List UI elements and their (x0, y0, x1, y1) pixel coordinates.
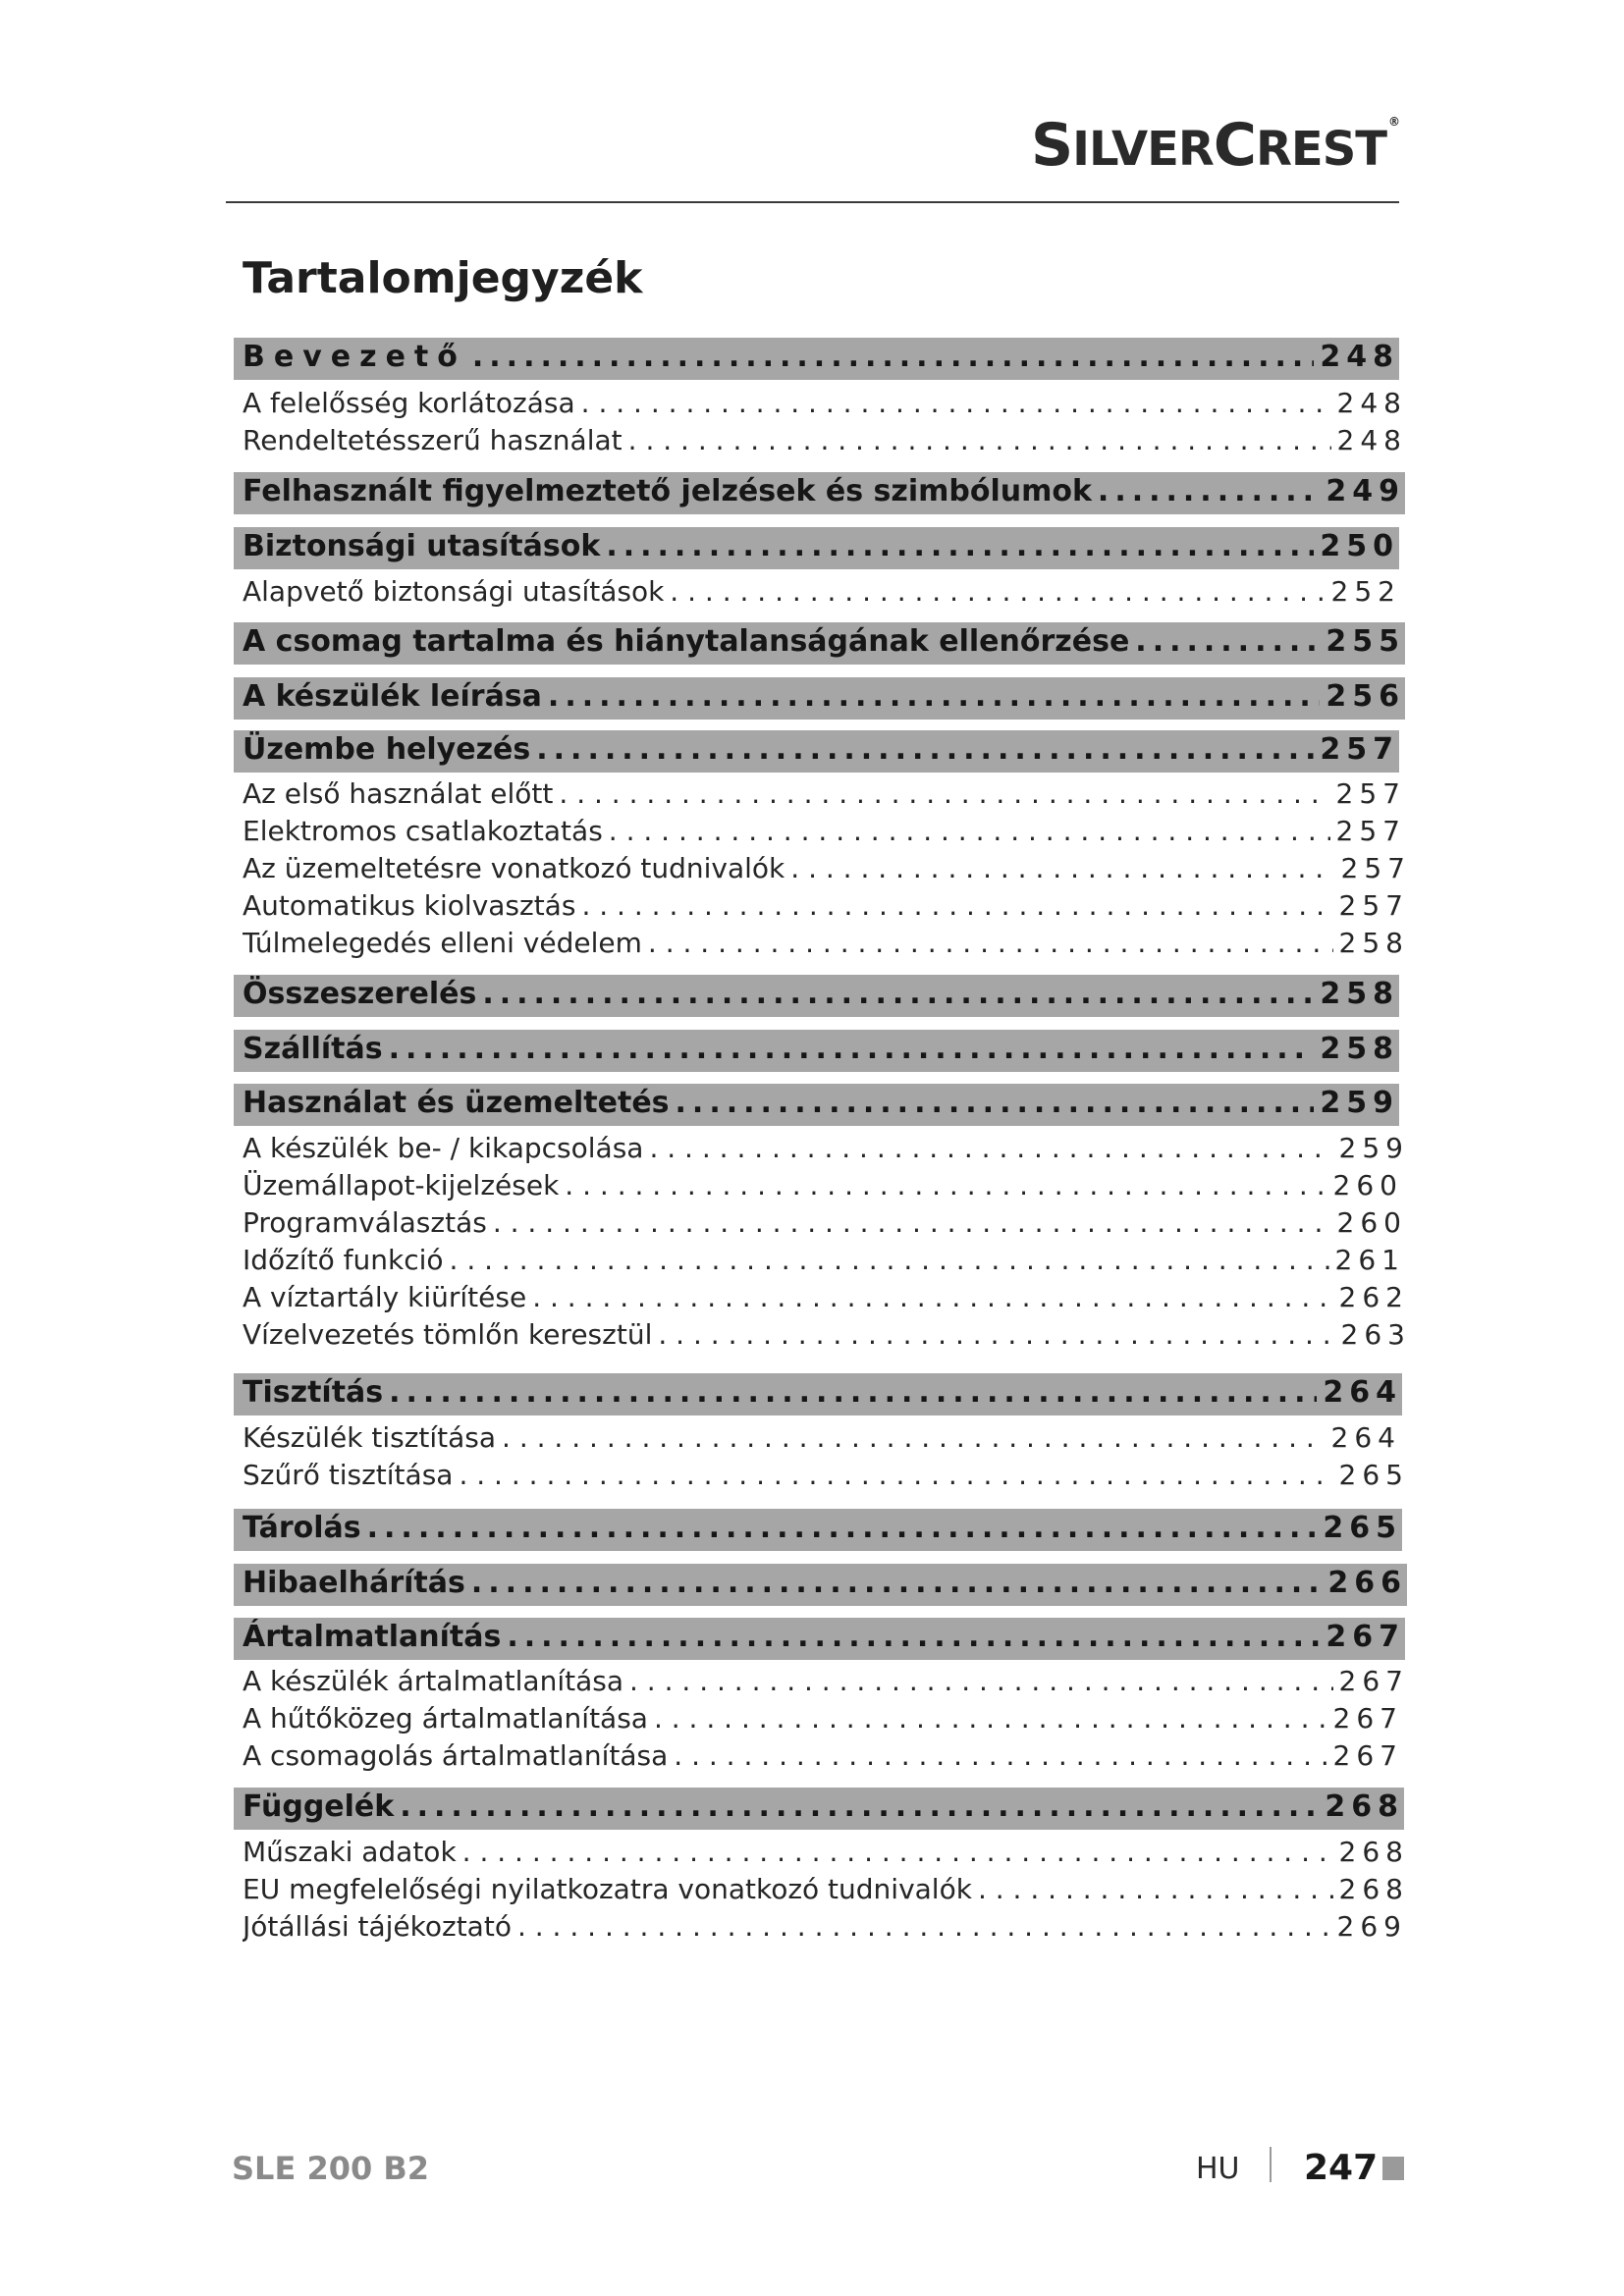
dot-leader (628, 424, 1331, 456)
dot-leader (548, 679, 1320, 714)
dot-leader (676, 1086, 1315, 1120)
toc-entry[interactable]: A készülék be- / kikapcsolása . . . 259 (243, 1132, 1409, 1167)
dot-leader (790, 852, 1334, 884)
toc-section-artalmatlanitas[interactable]: Ártalmatlanítás ..... 267 (234, 1618, 1405, 1660)
dot-leader (581, 387, 1331, 419)
toc-entry[interactable]: Túlmelegedés elleni védelem . . . 258 (243, 927, 1409, 962)
toc-entry[interactable]: Műszaki adatok . . . 268 (243, 1836, 1409, 1871)
square-icon (1382, 2157, 1404, 2180)
toc-section-csomag[interactable]: A csomag tartalma és hiánytalanságának ellenőrzése ..... 255 (234, 622, 1405, 665)
dot-leader (629, 1665, 1333, 1697)
toc-entry[interactable]: Készülék tisztítása . . . 264 (243, 1421, 1401, 1457)
dot-leader (670, 575, 1325, 608)
footer-divider (1270, 2147, 1272, 2182)
toc-entry[interactable]: Rendeltetésszerű használat . . . 248 (243, 424, 1407, 459)
toc-entry[interactable]: A víztartály kiürítése . . . 262 (243, 1281, 1409, 1316)
dot-leader (462, 1836, 1333, 1868)
dot-leader (517, 1910, 1331, 1943)
toc-entry[interactable]: Üzemállapot-kijelzések . . . 260 (243, 1169, 1403, 1204)
toc-entry[interactable]: A készülék ártalmatlanítása . . . 267 (243, 1665, 1409, 1700)
brand-logo: SILVERCREST ® (1030, 111, 1399, 180)
dot-leader (581, 889, 1332, 922)
dot-leader (536, 732, 1314, 767)
toc-section-szallitas[interactable]: Szállítás ..... 258 (234, 1030, 1399, 1072)
toc-entry[interactable]: Programválasztás . . . 260 (243, 1206, 1407, 1242)
dot-leader (648, 927, 1333, 959)
toc-entry[interactable]: Az üzemeltetésre vonatkozó tudnivalók . . . 257 (243, 852, 1411, 887)
dot-leader (400, 1789, 1319, 1824)
footer-model: SLE 200 B2 (232, 2150, 430, 2187)
toc-section-hasznalat[interactable]: Használat és üzemeltetés ..... 259 (234, 1084, 1399, 1126)
dot-leader (654, 1702, 1327, 1735)
dot-leader (532, 1281, 1332, 1313)
toc-entry[interactable]: Szűrő tisztítása . . . 265 (243, 1459, 1409, 1494)
dot-leader (674, 1739, 1326, 1772)
dot-leader (565, 1169, 1326, 1201)
dot-leader (606, 529, 1314, 563)
toc-section-tarolas[interactable]: Tárolás ..... 265 (234, 1509, 1402, 1551)
footer-language: HU (1196, 2152, 1240, 2186)
toc-entry[interactable]: Időzítő funkció . . . 261 (243, 1244, 1405, 1279)
toc-entry[interactable]: A hűtőközeg ártalmatlanítása . . . 267 (243, 1702, 1403, 1737)
dot-leader (978, 1873, 1333, 1905)
dot-leader (471, 1566, 1323, 1600)
toc-section-biztonsag[interactable]: Biztonsági utasítások ..... 250 (234, 527, 1399, 569)
toc-entry[interactable]: Az első használat előtt . . . 257 (243, 777, 1406, 813)
dot-leader (658, 1318, 1334, 1351)
dot-leader (609, 815, 1330, 847)
toc-section-hibaelharitas[interactable]: Hibaelhárítás ..... 266 (234, 1564, 1407, 1606)
dot-leader (389, 1032, 1315, 1066)
dot-leader (1098, 474, 1320, 508)
toc-section-uzembe[interactable]: Üzembe helyezés ..... 257 (234, 730, 1399, 773)
toc-entry[interactable]: Elektromos csatlakoztatás . . . 257 (243, 815, 1406, 850)
toc-section-bevezeto[interactable]: Bevezető ..... 248 (234, 338, 1399, 380)
footer-page-number: 247 (1304, 2148, 1379, 2188)
dot-leader (367, 1511, 1318, 1545)
toc-entry[interactable]: Vízelvezetés tömlőn keresztül . . . 263 (243, 1318, 1411, 1354)
toc-entry[interactable]: EU megfelelőségi nyilatkozatra vonatkozó tudnivalók . . . 268 (243, 1873, 1409, 1908)
dot-leader (493, 1206, 1331, 1239)
toc-entry[interactable]: A felelősség korlátozása . . . 248 (243, 387, 1407, 422)
dot-leader (482, 977, 1314, 1011)
toc-section-jelzesek[interactable]: Felhasznált figyelmeztető jelzések és szimbólumok ..... 249 (234, 472, 1405, 514)
dot-leader (1135, 624, 1320, 659)
dot-leader (389, 1375, 1317, 1410)
toc-section-tisztitas[interactable]: Tisztítás ..... 264 (234, 1373, 1402, 1415)
toc-entry[interactable]: Alapvető biztonsági utasítások . . . 252 (243, 575, 1401, 611)
toc-entry[interactable]: Automatikus kiolvasztás . . . 257 (243, 889, 1409, 925)
dot-leader (459, 1459, 1332, 1491)
dot-leader (450, 1244, 1329, 1276)
dot-leader (649, 1132, 1332, 1164)
dot-leader (559, 777, 1329, 810)
toc-section-osszeszereles[interactable]: Összeszerelés ..... 258 (234, 975, 1399, 1017)
page-title: Tartalomjegyzék (243, 253, 643, 303)
dot-leader (502, 1421, 1326, 1454)
toc-section-fuggelek[interactable]: Függelék ..... 268 (234, 1788, 1404, 1830)
toc-section-leiras[interactable]: A készülék leírása ..... 256 (234, 677, 1405, 720)
toc-entry[interactable]: Jótállási tájékoztató . . . 269 (243, 1910, 1407, 1946)
dot-leader (472, 340, 1315, 374)
dot-leader (507, 1620, 1320, 1654)
toc-entry[interactable]: A csomagolás ártalmatlanítása . . . 267 (243, 1739, 1403, 1775)
